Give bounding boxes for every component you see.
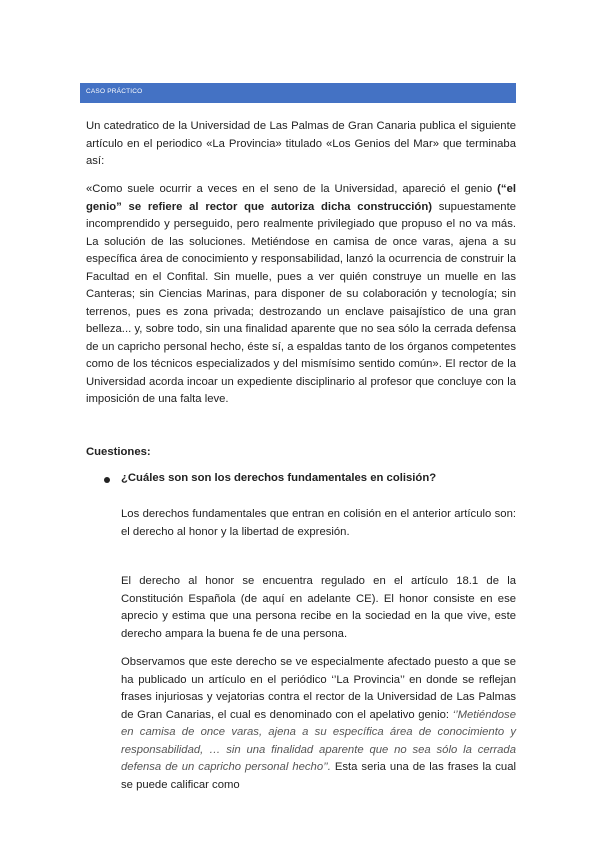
answer-p3-quote: ‘’Metiéndose en camisa de once varas, ajena a su específica área de conocimiento y responsabilidad, … sin una finalidad aparente que no sea sólo la cerrada defensa de un capricho personal hecho’’. (121, 708, 516, 773)
section-banner (80, 83, 516, 103)
cuestiones-heading: Cuestiones: (86, 446, 151, 458)
answer-p3-end: Esta seria una de las frases la cual se puede calificar como (121, 761, 516, 791)
quoted-article (86, 181, 516, 409)
quote-rest: supuestamente incomprendido y perseguido, pero realmente privilegiado que propuso el no va más. La solución de las soluciones. Metiéndose en camisa de once varas, ajena a su específica área de conocimiento y responsabilidad, lanzó la ocurrencia de construir la Facultad en el Confital. Sin muelle, pues a ver quién construye un muelle en las Canteras; sin Ciencias Marinas, para disponer de su colaboración y tecnología; sin terrenos, pues es zona privada; destrozando un enclave paisajístico de una gran belleza... y, sobre todo, sin una finalidad aparente que no sea sólo la cerrada defensa de un capricho personal hecho, éste sí, a espaldas tanto de los órganos competentes como de los técnicos especializados y del mismísimo sentido común». El rector de la Universidad acorda incoar un expediente disciplinario al profesor que concluye con la imposición de una falta leve. (86, 200, 516, 405)
quote-bold-note: (“el genio” se refiere al rector que autoriza dicha construcción) (86, 183, 516, 213)
intro-paragraph: Un catedratico de la Universidad de Las Palmas de Gran Canaria publica el siguiente artículo en el periodico «La Provincia» titulado «Los Genios del Mar» que terminaba así: (86, 120, 516, 167)
banner-label: CASO PRÁCTICO (86, 88, 143, 95)
question-1: ¿Cuáles son son los derechos fundamentales en colisión? (121, 472, 437, 484)
answer-paragraph-2: El derecho al honor se encuentra regulado en el artículo 18.1 de la Constitución Española (de aquí en adelante CE). El honor consiste en ese aprecio y estima que una persona recibe en la sociedad en la que vive, este derecho ampara la buena fe de una persona. (121, 575, 516, 640)
answer-p3-start: Observamos que este derecho se ve especialmente afectado puesto a que se ha publicado un artículo en el periódico ‘’La Provincia’’ en donde se reflejan frases injuriosas y vejatorias contra el rector de la Universidad de Las Palmas de Gran Canarias, el cual es denominado con el apelativo genio: (121, 656, 516, 721)
answer-paragraph-3 (121, 654, 516, 794)
quote-start: «Como suele ocurrir a veces en el seno de la Universidad, apareció el genio (86, 183, 498, 195)
bullet-icon (104, 477, 110, 483)
answer-paragraph-1: Los derechos fundamentales que entran en colisión en el anterior artículo son: el derecho al honor y la libertad de expresión. (121, 508, 516, 538)
